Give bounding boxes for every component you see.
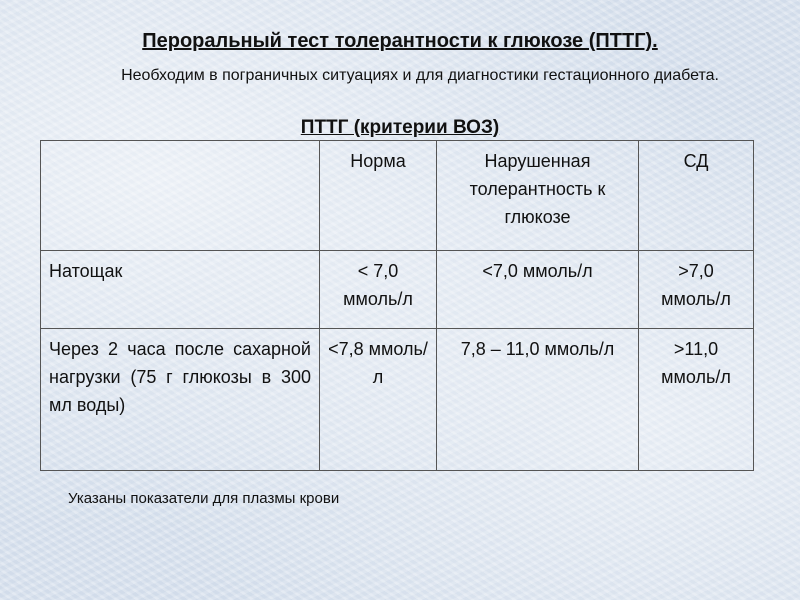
table-heading: ПТТГ (критерии ВОЗ) <box>300 117 500 138</box>
cell-fasting-norm: < 7,0 ммоль/л <box>320 251 437 329</box>
page-subtitle: Необходим в пограничных ситуациях и для диагностики гестационного диабета. <box>121 67 719 84</box>
row-label-after-load: Через 2 часа после сахарной нагрузки (75 г глюкозы в 300 мл воды) <box>41 329 320 471</box>
header-norm: Норма <box>320 141 437 251</box>
header-diabetes: СД <box>639 141 754 251</box>
table-header-row <box>41 141 754 251</box>
table-row-fasting <box>41 251 754 329</box>
cell-fasting-diabetes: >7,0 ммоль/л <box>639 251 754 329</box>
cell-after-load-norm: <7,8 ммоль/л <box>320 329 437 471</box>
page-title: Пероральный тест толерантности к глюкозе (ПТТГ). <box>142 30 658 52</box>
cell-after-load-diabetes: >11,0 ммоль/л <box>639 329 754 471</box>
row-label-fasting: Натощак <box>41 251 320 329</box>
table-row-after-load <box>41 329 754 471</box>
footnote: Указаны показатели для плазмы крови <box>68 490 340 507</box>
header-impaired-tolerance: Нарушенная толерантность к глюкозе <box>437 141 639 251</box>
cell-fasting-impaired: <7,0 ммоль/л <box>437 251 639 329</box>
header-empty-cell <box>41 141 320 251</box>
cell-after-load-impaired: 7,8 – 11,0 ммоль/л <box>437 329 639 471</box>
criteria-table <box>40 140 754 471</box>
